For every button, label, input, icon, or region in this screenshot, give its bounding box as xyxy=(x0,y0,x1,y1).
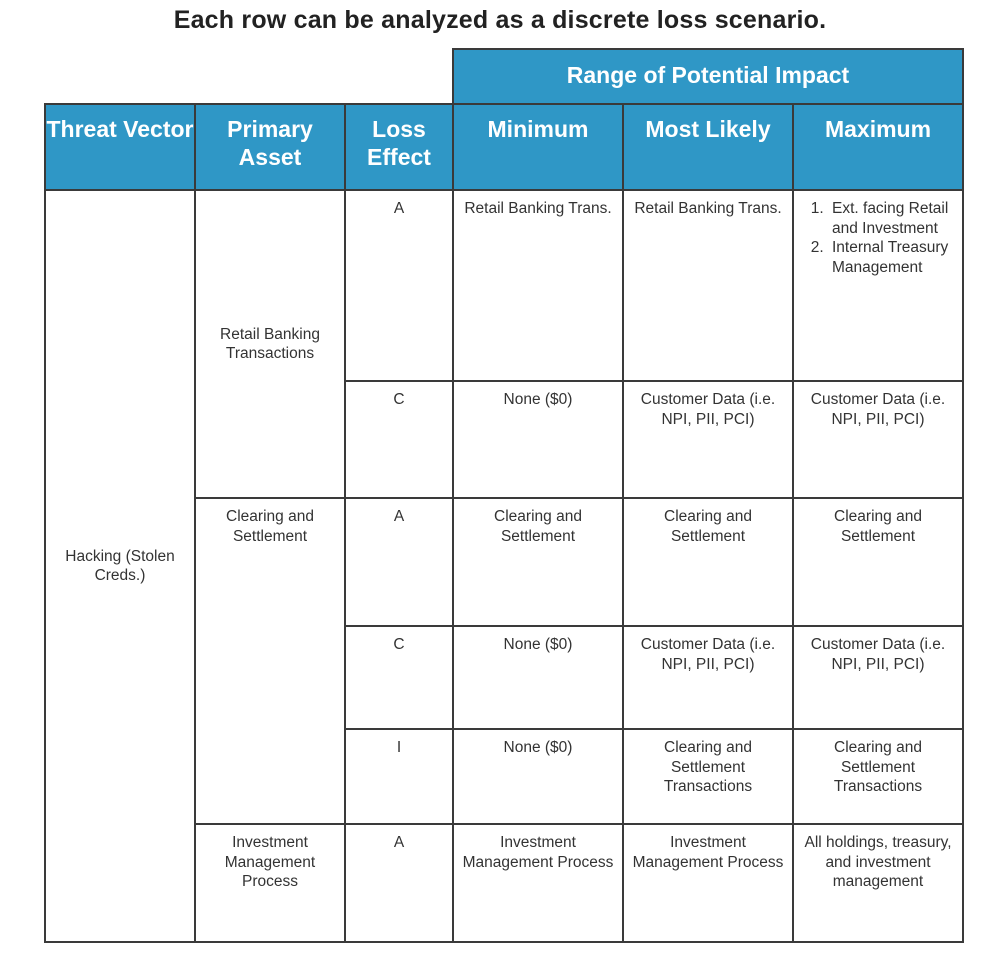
row-4-minimum: None ($0) xyxy=(452,625,624,730)
header-primary-asset: Primary Asset xyxy=(194,103,346,191)
row-1-minimum: Retail Banking Trans. xyxy=(452,189,624,382)
header-maximum: Maximum xyxy=(792,103,964,191)
row-3-most-likely: Clearing and Settlement xyxy=(622,497,794,627)
row-2-maximum: Customer Data (i.e. NPI, PII, PCI) xyxy=(792,380,964,499)
row-4-most-likely: Customer Data (i.e. NPI, PII, PCI) xyxy=(622,625,794,730)
header-range-of-potential-impact: Range of Potential Impact xyxy=(452,48,964,105)
row-6-maximum: All holdings, treasury, and investment management xyxy=(792,823,964,943)
header-loss-effect: Loss Effect xyxy=(344,103,454,191)
row-6-most-likely: Investment Management Process xyxy=(622,823,794,943)
row-3-maximum: Clearing and Settlement xyxy=(792,497,964,627)
row-1-maximum-list xyxy=(800,199,956,277)
page-title: Each row can be analyzed as a discrete loss scenario. xyxy=(173,6,827,34)
row-4-maximum: Customer Data (i.e. NPI, PII, PCI) xyxy=(792,625,964,730)
list-item: 1. Ext. facing Retail and Investment xyxy=(828,199,956,238)
row-5-maximum: Clearing and Settlement Transactions xyxy=(792,728,964,825)
row-3-minimum: Clearing and Settlement xyxy=(452,497,624,627)
row-5-loss-effect: I xyxy=(344,728,454,825)
row-1-maximum xyxy=(792,189,964,382)
asset-clearing-settlement: Clearing and Settlement xyxy=(194,497,346,825)
asset-investment-management: Investment Management Process xyxy=(194,823,346,943)
row-4-loss-effect: C xyxy=(344,625,454,730)
header-most-likely: Most Likely xyxy=(622,103,794,191)
row-2-minimum: None ($0) xyxy=(452,380,624,499)
row-6-loss-effect: A xyxy=(344,823,454,943)
asset-retail-banking: Retail Banking Transactions xyxy=(194,189,346,499)
row-2-most-likely: Customer Data (i.e. NPI, PII, PCI) xyxy=(622,380,794,499)
row-5-minimum: None ($0) xyxy=(452,728,624,825)
row-1-most-likely: Retail Banking Trans. xyxy=(622,189,794,382)
row-3-loss-effect: A xyxy=(344,497,454,627)
row-2-loss-effect: C xyxy=(344,380,454,499)
row-6-minimum: Investment Management Process xyxy=(452,823,624,943)
header-threat-vector: Threat Vector xyxy=(44,103,196,191)
threat-vector-cell: Hacking (Stolen Creds.) xyxy=(44,189,196,943)
row-5-most-likely: Clearing and Settlement Transactions xyxy=(622,728,794,825)
header-minimum: Minimum xyxy=(452,103,624,191)
row-1-loss-effect: A xyxy=(344,189,454,382)
list-item: 2. Internal Treasury Management xyxy=(828,238,956,277)
